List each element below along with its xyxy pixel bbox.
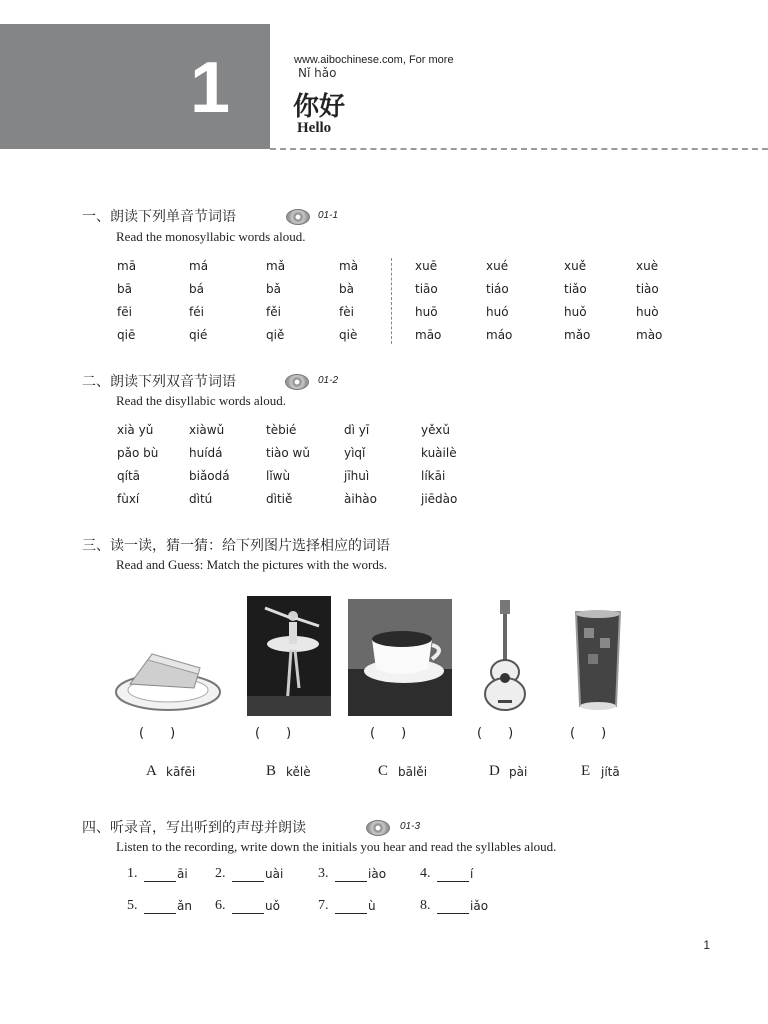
- disyllabic-word: dìtiě: [266, 492, 293, 506]
- disyllabic-word: yěxǔ: [421, 423, 450, 437]
- item-number: 1.: [127, 866, 138, 881]
- syllable-final: iào: [368, 867, 387, 881]
- ballet-image: [247, 596, 331, 716]
- syllable-final: í: [470, 867, 474, 881]
- section2-title: 二、朗读下列双音节词语: [82, 374, 236, 390]
- disyllabic-word: jiēdào: [421, 492, 458, 506]
- lesson-pinyin: Nǐ hǎo: [298, 66, 337, 80]
- disyllabic-word: àihào: [344, 492, 377, 506]
- syllable-final: uǒ: [265, 899, 280, 913]
- section3-subtitle: Read and Guess: Match the pictures with the words.: [116, 557, 388, 572]
- section4-track: 01-3: [400, 821, 421, 832]
- initial-blank[interactable]: [335, 869, 367, 882]
- option-pinyin: kělè: [286, 765, 311, 779]
- syllable-word: mà: [339, 259, 359, 273]
- item-number: 5.: [127, 898, 138, 913]
- syllable-final: āi: [177, 867, 188, 881]
- initial-blank[interactable]: [144, 901, 176, 914]
- cd-icon[interactable]: [286, 209, 310, 225]
- page-number: 1: [703, 938, 710, 952]
- disyllabic-word: pǎo bù: [117, 446, 159, 460]
- disyllabic-word: fùxí: [117, 492, 140, 506]
- lesson-english-title: Hello: [297, 120, 332, 136]
- disyllabic-word: lǐwù: [266, 469, 291, 483]
- disyllabic-word: dìtú: [189, 492, 213, 506]
- syllable-word: fěi: [266, 305, 281, 319]
- coffee-image: [348, 599, 452, 716]
- option-letter: B: [266, 763, 277, 779]
- cd-icon[interactable]: [285, 374, 309, 390]
- disyllabic-word: dì yī: [344, 423, 370, 437]
- syllable-word: féi: [189, 305, 204, 319]
- syllable-word: māo: [415, 328, 442, 342]
- syllable-word: máo: [486, 328, 513, 342]
- disyllabic-word: líkāi: [421, 469, 446, 483]
- section4-title: 四、听录音，写出听到的声母并朗读: [82, 820, 306, 836]
- answer-blank[interactable]: ( ): [255, 726, 292, 741]
- initial-blank[interactable]: [232, 869, 264, 882]
- initial-blank[interactable]: [437, 901, 469, 914]
- option-pinyin: jítā: [601, 765, 620, 779]
- syllable-word: qiē: [117, 328, 136, 342]
- disyllabic-word: xiàwǔ: [189, 423, 225, 437]
- option-letter: A: [146, 763, 157, 779]
- disyllabic-word: tèbié: [266, 423, 297, 437]
- syllable-word: bǎ: [266, 282, 281, 296]
- item-number: 6.: [215, 898, 226, 913]
- section2-track: 01-2: [318, 375, 339, 386]
- answer-blank[interactable]: ( ): [370, 726, 407, 741]
- initial-blank[interactable]: [232, 901, 264, 914]
- section1-divider: [391, 258, 392, 344]
- item-number: 3.: [318, 866, 329, 881]
- syllable-word: mā: [117, 259, 137, 273]
- section1-title: 一、朗读下列单音节词语: [82, 209, 236, 225]
- syllable-word: xuě: [564, 259, 587, 273]
- syllable-word: tiáo: [486, 282, 509, 296]
- disyllabic-word: qítā: [117, 469, 141, 483]
- syllable-word: tiāo: [415, 282, 438, 296]
- cola-image: [572, 608, 624, 712]
- syllable-word: mào: [636, 328, 663, 342]
- section1-subtitle: Read the monosyllabic words aloud.: [116, 229, 306, 244]
- disyllabic-word: huídá: [189, 446, 223, 460]
- syllable-word: má: [189, 259, 209, 273]
- syllable-word: tiǎo: [564, 282, 587, 296]
- answer-blank[interactable]: ( ): [477, 726, 514, 741]
- item-number: 8.: [420, 898, 431, 913]
- item-number: 2.: [215, 866, 226, 881]
- syllable-final: uài: [265, 867, 284, 881]
- pie-image: [108, 640, 228, 716]
- syllable-word: fēi: [117, 305, 132, 319]
- disyllabic-word: kuàilè: [421, 446, 457, 460]
- syllable-word: huò: [636, 305, 659, 319]
- syllable-word: xué: [486, 259, 509, 273]
- item-number: 4.: [420, 866, 431, 881]
- header-divider: [270, 148, 768, 150]
- syllable-final: ù: [368, 899, 376, 913]
- answer-blank[interactable]: ( ): [139, 726, 176, 741]
- lesson-number: 1: [190, 48, 231, 128]
- syllable-word: bà: [339, 282, 354, 296]
- initial-blank[interactable]: [335, 901, 367, 914]
- syllable-word: bā: [117, 282, 132, 296]
- syllable-final: iǎo: [470, 899, 489, 913]
- section1-track: 01-1: [318, 210, 339, 221]
- section4-subtitle: Listen to the recording, write down the initials you hear and read the syllables aloud.: [116, 839, 557, 854]
- option-letter: D: [489, 763, 500, 779]
- initial-blank[interactable]: [437, 869, 469, 882]
- syllable-word: xuē: [415, 259, 438, 273]
- syllable-word: mǎo: [564, 328, 591, 342]
- syllable-word: tiào: [636, 282, 659, 296]
- disyllabic-word: jīhuì: [344, 469, 370, 483]
- option-letter: C: [378, 763, 389, 779]
- source-url: www.aibochinese.com, For more: [294, 54, 454, 66]
- syllable-word: mǎ: [266, 259, 286, 273]
- syllable-word: bá: [189, 282, 204, 296]
- option-pinyin: kāfēi: [166, 765, 196, 779]
- option-pinyin: bālěi: [398, 765, 428, 779]
- syllable-word: qiè: [339, 328, 358, 342]
- lesson-hanzi-title: 你好: [293, 92, 346, 122]
- syllable-word: qiě: [266, 328, 285, 342]
- option-letter: E: [581, 763, 591, 779]
- syllable-word: huó: [486, 305, 509, 319]
- syllable-word: fèi: [339, 305, 354, 319]
- section2-subtitle: Read the disyllabic words aloud.: [116, 393, 287, 408]
- item-number: 7.: [318, 898, 329, 913]
- disyllabic-word: tiào wǔ: [266, 446, 310, 460]
- syllable-word: xuè: [636, 259, 659, 273]
- disyllabic-word: xià yǔ: [117, 423, 154, 437]
- disyllabic-word: yìqǐ: [344, 446, 366, 460]
- option-pinyin: pài: [509, 765, 528, 779]
- syllable-word: huǒ: [564, 305, 587, 319]
- cd-icon[interactable]: [366, 820, 390, 836]
- syllable-word: huō: [415, 305, 438, 319]
- guitar-image: [478, 598, 532, 714]
- disyllabic-word: biǎodá: [189, 469, 230, 483]
- syllable-final: ǎn: [177, 899, 192, 913]
- answer-blank[interactable]: ( ): [570, 726, 607, 741]
- syllable-word: qié: [189, 328, 208, 342]
- initial-blank[interactable]: [144, 869, 176, 882]
- section3-title: 三、读一读，猜一猜：给下列图片选择相应的词语: [82, 538, 390, 554]
